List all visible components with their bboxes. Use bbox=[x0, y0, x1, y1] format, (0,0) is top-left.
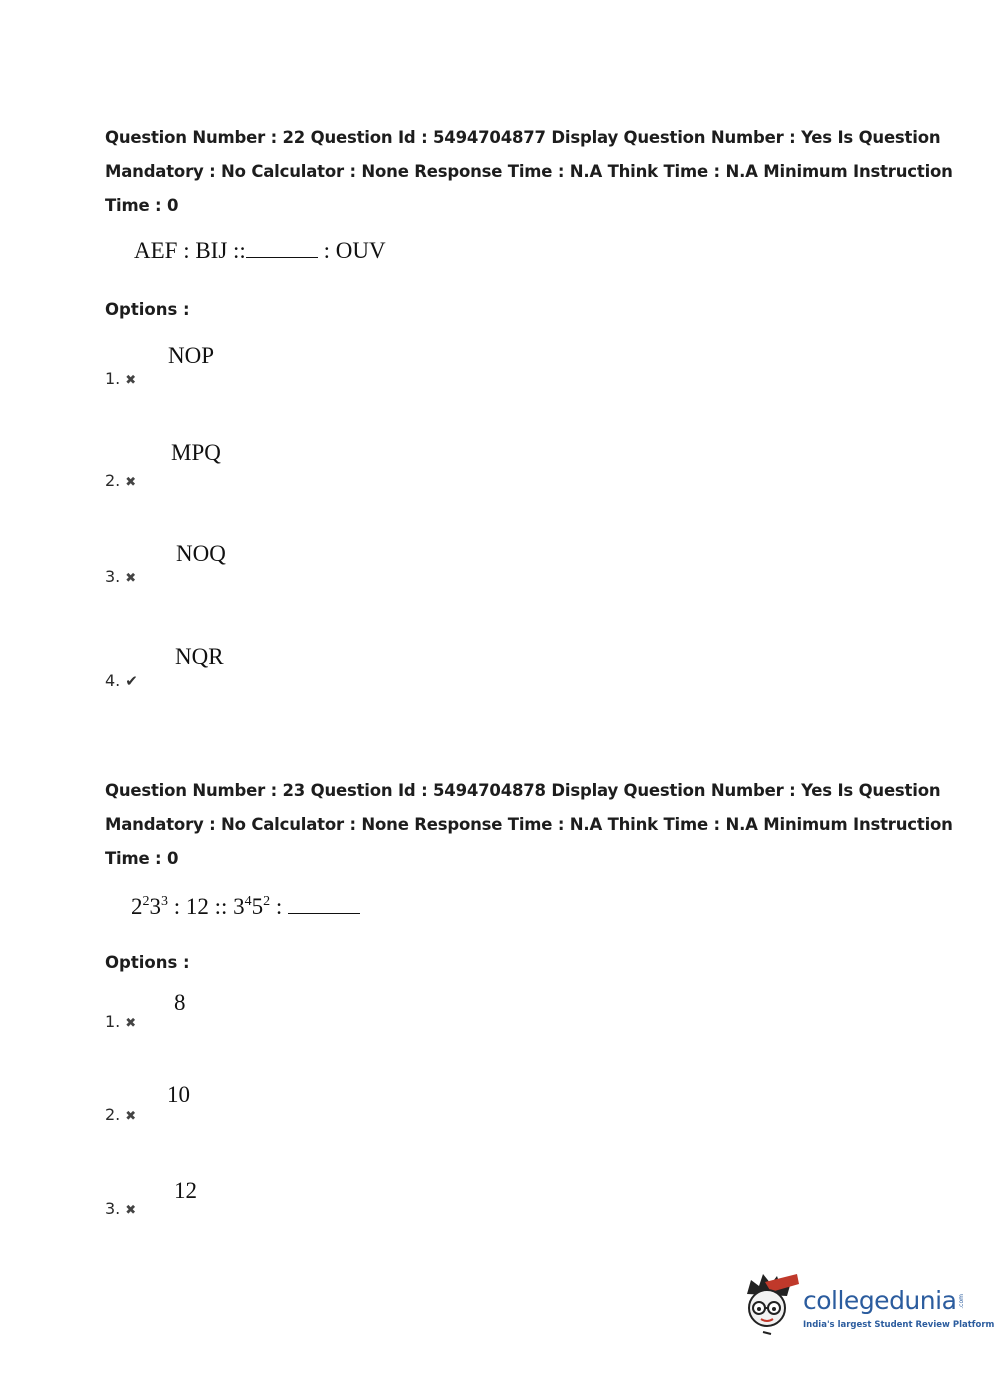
options-label: Options : bbox=[105, 300, 190, 319]
option-number: 3. bbox=[105, 567, 121, 586]
option-value: NQR bbox=[175, 644, 224, 669]
option-number: 1. bbox=[105, 369, 121, 388]
expr-exponent: 2 bbox=[142, 894, 150, 909]
mascot-logo-icon bbox=[741, 1272, 801, 1336]
expr-base: 3 bbox=[233, 894, 245, 919]
expr-exponent: 2 bbox=[263, 894, 271, 909]
meta-line: Time : 0 bbox=[105, 196, 179, 215]
cross-icon: ✖ bbox=[125, 1016, 137, 1031]
option-value: MPQ bbox=[171, 440, 221, 465]
option-value: 12 bbox=[174, 1178, 197, 1203]
option-4 bbox=[105, 671, 138, 690]
expr-middle: : 12 :: bbox=[173, 894, 234, 919]
option-3 bbox=[105, 567, 136, 586]
check-icon: ✔ bbox=[125, 672, 138, 690]
brand-suffix: .com bbox=[958, 1294, 965, 1309]
cross-icon: ✖ bbox=[125, 475, 137, 490]
brand-name: collegedunia bbox=[803, 1286, 957, 1315]
option-number: 3. bbox=[105, 1199, 121, 1218]
expression-right: : OUV bbox=[323, 238, 386, 263]
cross-icon: ✖ bbox=[125, 1109, 137, 1124]
option-3 bbox=[105, 1199, 136, 1218]
options-label: Options : bbox=[105, 953, 190, 972]
option-value: NOP bbox=[168, 343, 215, 368]
expr-base: 5 bbox=[251, 894, 264, 919]
meta-line: Question Number : 22 Question Id : 5494704877 Display Question Number : Yes Is Question bbox=[105, 128, 941, 147]
option-value: NOQ bbox=[176, 541, 226, 566]
cross-icon: ✖ bbox=[125, 373, 137, 388]
expression-left: AEF : BIJ :: bbox=[134, 238, 246, 263]
meta-line: Time : 0 bbox=[105, 849, 179, 868]
meta-line: Mandatory : No Calculator : None Response Time : N.A Think Time : N.A Minimum Instruction bbox=[105, 815, 953, 834]
option-number: 2. bbox=[105, 1105, 121, 1124]
expr-base: 3 bbox=[149, 894, 161, 919]
option-1 bbox=[105, 369, 136, 388]
option-number: 1. bbox=[105, 1012, 121, 1031]
cross-icon: ✖ bbox=[125, 571, 137, 586]
option-2 bbox=[105, 471, 136, 490]
question-23-expression bbox=[131, 893, 360, 920]
expr-tail: : bbox=[275, 894, 283, 919]
expr-exponent: 4 bbox=[244, 894, 252, 909]
expr-exponent: 3 bbox=[161, 894, 168, 909]
cross-icon: ✖ bbox=[125, 1203, 137, 1218]
option-number: 2. bbox=[105, 471, 121, 490]
option-2 bbox=[105, 1105, 136, 1124]
answer-blank bbox=[288, 893, 360, 914]
option-number: 4. bbox=[105, 671, 121, 690]
option-1 bbox=[105, 1012, 136, 1031]
option-value: 10 bbox=[167, 1082, 190, 1107]
option-value: 8 bbox=[174, 990, 186, 1015]
expr-base: 2 bbox=[131, 894, 143, 919]
brand-tagline: India's largest Student Review Platform bbox=[803, 1320, 995, 1330]
meta-line: Question Number : 23 Question Id : 5494704878 Display Question Number : Yes Is Question bbox=[105, 781, 941, 800]
question-22-expression bbox=[134, 237, 386, 264]
question-22-meta bbox=[105, 121, 953, 223]
question-23-meta bbox=[105, 774, 953, 876]
answer-blank bbox=[246, 237, 318, 258]
meta-line: Mandatory : No Calculator : None Response Time : N.A Think Time : N.A Minimum Instruction bbox=[105, 162, 953, 181]
